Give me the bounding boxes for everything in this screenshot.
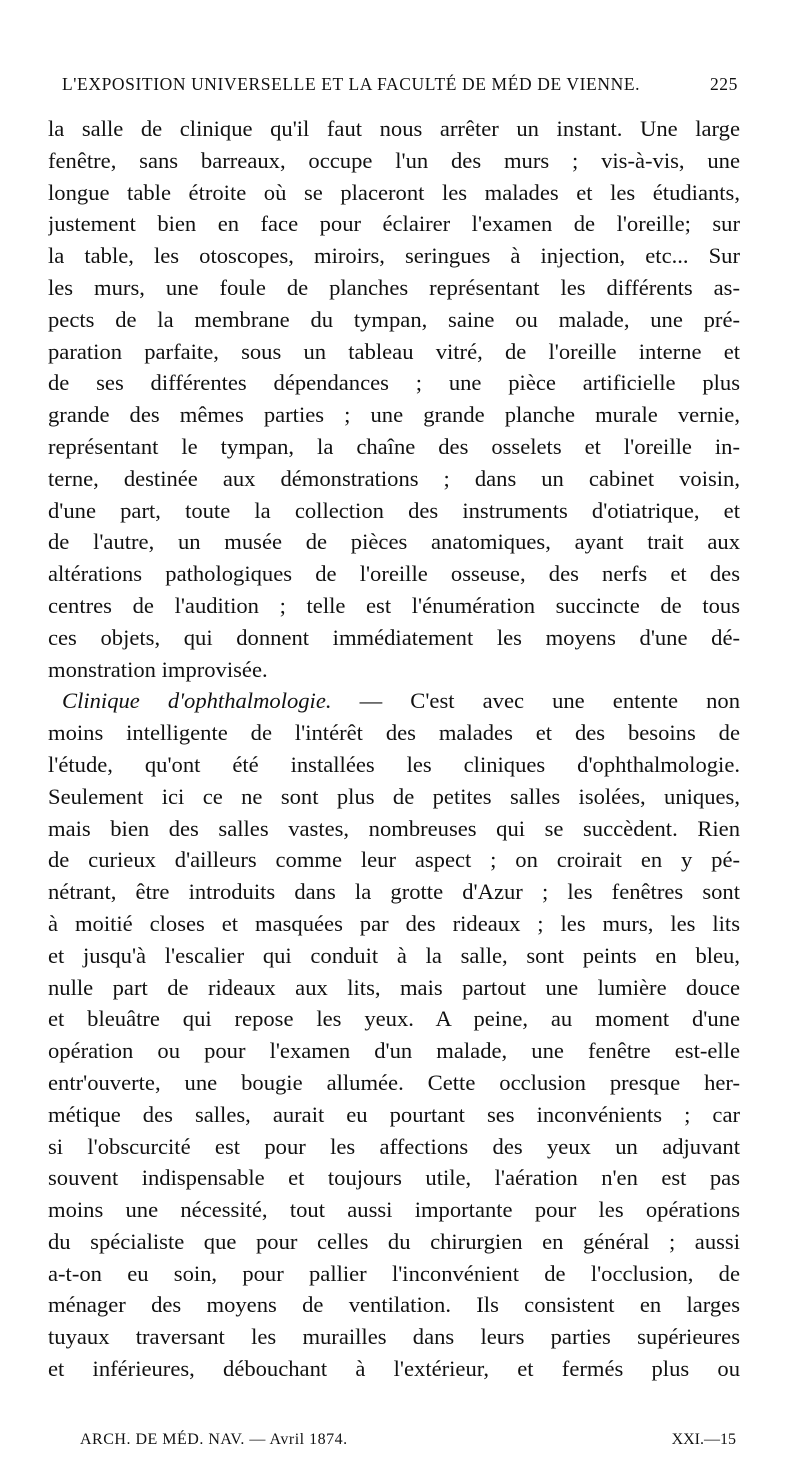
text-line: ces objets, qui donnent immédiatement les moyens d'une dé- [48,624,740,650]
text-run: — C'est avec une entente non [359,688,740,714]
text-line: d'une part, toute la collection des instruments d'otiatrique, et [48,497,740,523]
text-line: les murs, une foule de planches représentant les différents as- [48,274,740,300]
text-line: ménager des moyens de ventilation. Ils consistent en larges [48,1292,740,1318]
text-line: moins intelligente de l'intérêt des malades et des besoins de [48,720,740,746]
text-line: et bleuâtre qui repose les yeux. A peine, au moment d'une [48,1006,740,1032]
page-number: 225 [709,74,738,94]
body-text [48,113,740,1385]
text-line: pects de la membrane du tympan, saine ou malade, une pré- [48,306,740,332]
text-line: centres de l'audition ; telle est l'énumération succincte de tous [48,592,740,618]
journal-signature: ARCH. DE MÉD. NAV. — Avril 1874. [80,1431,348,1448]
text-line: de curieux d'ailleurs comme leur aspect ; on croirait en y pé- [48,847,740,873]
running-head-title: L'EXPOSITION UNIVERSELLE ET LA FACULTÉ DE MÉD DE VIENNE. [62,74,641,94]
section-heading: Clinique d'ophthalmologie. [62,688,332,714]
text-line: si l'obscurcité est pour les affections des yeux un adjuvant [48,1133,740,1159]
text-line: justement bien en face pour éclairer l'examen de l'oreille; sur [48,211,740,237]
text-line: la table, les otoscopes, miroirs, seringues à injection, etc... Sur [48,243,740,269]
text-line: et inférieures, débouchant à l'extérieur, et fermés plus ou [48,1356,740,1382]
volume-signature: XXI.—15 [671,1431,736,1448]
running-head [62,74,738,104]
text-line: Seulement ici ce ne sont plus de petites salles isolées, uniques, [48,783,740,809]
text-line: métique des salles, aurait eu pourtant ses inconvénients ; car [48,1101,740,1127]
text-line: nulle part de rideaux aux lits, mais partout une lumière douce [48,974,740,1000]
text-line: et jusqu'à l'escalier qui conduit à la salle, sont peints en bleu, [48,942,740,968]
text-line: a-t-on eu soin, pour pallier l'inconvénient de l'occlusion, de [48,1260,740,1286]
text-line: la salle de clinique qu'il faut nous arrêter un instant. Une large [48,116,740,141]
text-line: souvent indispensable et toujours utile, l'aération n'en est pas [48,1165,740,1191]
text-line: terne, destinée aux démonstrations ; dans un cabinet voisin, [48,465,740,491]
text-line: représentant le tympan, la chaîne des osselets et l'oreille in- [48,433,740,459]
text-line: monstration improvisée. [48,656,268,682]
text-line: entr'ouverte, une bougie allumée. Cette occlusion presque her- [48,1069,740,1095]
text-line: l'étude, qu'ont été installées les cliniques d'ophthalmologie. [48,751,740,777]
text-line: longue table étroite où se placeront les malades et les étudiants, [48,179,740,205]
text-line: à moitié closes et masquées par des rideaux ; les murs, les lits [48,910,740,936]
text-line: de l'autre, un musée de pièces anatomiques, ayant trait aux [48,529,740,555]
text-line: fenêtre, sans barreaux, occupe l'un des murs ; vis-à-vis, une [48,147,740,173]
text-line: grande des mêmes parties ; une grande planche murale vernie, [48,402,740,428]
text-line: moins une nécessité, tout aussi importante pour les opérations [48,1197,740,1223]
page-footer [80,1431,736,1459]
text-line: du spécialiste que pour celles du chirurgien en général ; aussi [48,1228,740,1254]
text-line: tuyaux traversant les murailles dans leurs parties supérieures [48,1324,740,1350]
text-line: opération ou pour l'examen d'un malade, une fenêtre est-elle [48,1038,740,1064]
text-line: mais bien des salles vastes, nombreuses qui se succèdent. Rien [48,815,740,841]
text-line: de ses différentes dépendances ; une pièce artificielle plus [48,370,740,396]
text-line: altérations pathologiques de l'oreille osseuse, des nerfs et des [48,561,740,587]
text-line: paration parfaite, sous un tableau vitré, de l'oreille interne et [48,338,740,364]
text-line: nétrant, être introduits dans la grotte d'Azur ; les fenêtres sont [48,879,740,905]
section-heading-line [48,685,740,717]
